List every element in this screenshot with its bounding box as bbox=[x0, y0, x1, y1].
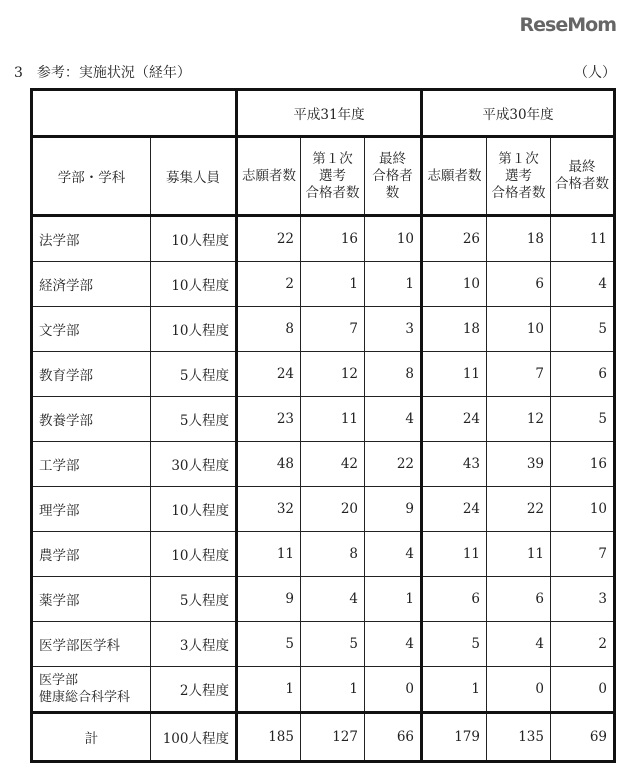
dept-cell: 理学部 bbox=[32, 487, 151, 532]
table-row bbox=[32, 622, 615, 667]
dept-cell: 教育学部 bbox=[32, 352, 151, 397]
value-cell: 69 bbox=[551, 713, 615, 762]
value-cell: 23 bbox=[237, 397, 301, 442]
col-header-first-pass: 第１次 選考 合格者数 bbox=[301, 137, 365, 216]
value-cell: 24 bbox=[422, 397, 487, 442]
value-cell: 9 bbox=[365, 487, 422, 532]
value-cell: 26 bbox=[422, 216, 487, 262]
value-cell: 9 bbox=[237, 577, 301, 622]
dept-cell: 医学部 健康総合科学科 bbox=[32, 667, 151, 713]
value-cell: 6 bbox=[551, 352, 615, 397]
col-header-applicants: 志願者数 bbox=[422, 137, 487, 216]
value-cell: 22 bbox=[365, 442, 422, 487]
value-cell: 11 bbox=[551, 216, 615, 262]
value-cell: 1 bbox=[237, 667, 301, 713]
value-cell: 4 bbox=[365, 532, 422, 577]
value-cell: 5 bbox=[551, 397, 615, 442]
quota-cell: 10人程度 bbox=[151, 262, 237, 307]
value-cell: 6 bbox=[422, 577, 487, 622]
value-cell: 11 bbox=[422, 532, 487, 577]
quota-cell: 10人程度 bbox=[151, 532, 237, 577]
value-cell: 10 bbox=[422, 262, 487, 307]
quota-cell: 2人程度 bbox=[151, 667, 237, 713]
quota-cell: 5人程度 bbox=[151, 397, 237, 442]
value-cell: 2 bbox=[237, 262, 301, 307]
value-cell: 48 bbox=[237, 442, 301, 487]
table-row bbox=[32, 487, 615, 532]
value-cell: 11 bbox=[487, 532, 551, 577]
value-cell: 5 bbox=[551, 307, 615, 352]
dept-cell: 文学部 bbox=[32, 307, 151, 352]
value-cell: 1 bbox=[365, 577, 422, 622]
value-cell: 43 bbox=[422, 442, 487, 487]
value-cell: 185 bbox=[237, 713, 301, 762]
value-cell: 32 bbox=[237, 487, 301, 532]
value-cell: 10 bbox=[487, 307, 551, 352]
value-cell: 10 bbox=[551, 487, 615, 532]
value-cell: 135 bbox=[487, 713, 551, 762]
col-header-final-pass: 最終 合格者 数 bbox=[365, 137, 422, 216]
value-cell: 66 bbox=[365, 713, 422, 762]
value-cell: 0 bbox=[551, 667, 615, 713]
value-cell: 5 bbox=[237, 622, 301, 667]
value-cell: 0 bbox=[487, 667, 551, 713]
dept-cell: 法学部 bbox=[32, 216, 151, 262]
quota-cell: 10人程度 bbox=[151, 307, 237, 352]
value-cell: 18 bbox=[487, 216, 551, 262]
value-cell: 1 bbox=[301, 262, 365, 307]
table-row bbox=[32, 667, 615, 713]
year-header-h30: 平成30年度 bbox=[422, 90, 615, 137]
value-cell: 4 bbox=[487, 622, 551, 667]
value-cell: 39 bbox=[487, 442, 551, 487]
value-cell: 1 bbox=[365, 262, 422, 307]
table-row bbox=[32, 216, 615, 262]
value-cell: 22 bbox=[237, 216, 301, 262]
quota-cell: 10人程度 bbox=[151, 216, 237, 262]
value-cell: 3 bbox=[551, 577, 615, 622]
value-cell: 11 bbox=[422, 352, 487, 397]
quota-cell: 5人程度 bbox=[151, 577, 237, 622]
dept-cell: 医学部医学科 bbox=[32, 622, 151, 667]
quota-cell: 10人程度 bbox=[151, 487, 237, 532]
value-cell: 24 bbox=[237, 352, 301, 397]
value-cell: 11 bbox=[301, 397, 365, 442]
dept-cell: 計 bbox=[32, 713, 151, 762]
table-row bbox=[32, 397, 615, 442]
value-cell: 1 bbox=[301, 667, 365, 713]
value-cell: 24 bbox=[422, 487, 487, 532]
dept-cell: 薬学部 bbox=[32, 577, 151, 622]
value-cell: 10 bbox=[365, 216, 422, 262]
table-row bbox=[32, 307, 615, 352]
value-cell: 8 bbox=[237, 307, 301, 352]
watermark-logo: ReseMom bbox=[519, 14, 616, 36]
dept-cell: 農学部 bbox=[32, 532, 151, 577]
value-cell: 3 bbox=[365, 307, 422, 352]
quota-cell: 100人程度 bbox=[151, 713, 237, 762]
table-row bbox=[32, 352, 615, 397]
value-cell: 0 bbox=[365, 667, 422, 713]
quota-cell: 30人程度 bbox=[151, 442, 237, 487]
table-row bbox=[32, 532, 615, 577]
value-cell: 5 bbox=[301, 622, 365, 667]
col-header-first-pass: 第１次 選考 合格者数 bbox=[487, 137, 551, 216]
value-cell: 12 bbox=[487, 397, 551, 442]
dept-cell: 教養学部 bbox=[32, 397, 151, 442]
value-cell: 16 bbox=[551, 442, 615, 487]
value-cell: 22 bbox=[487, 487, 551, 532]
value-cell: 12 bbox=[301, 352, 365, 397]
value-cell: 6 bbox=[487, 577, 551, 622]
section-heading: 3 参考：実施状況（経年） bbox=[14, 65, 191, 81]
table-row bbox=[32, 577, 615, 622]
value-cell: 20 bbox=[301, 487, 365, 532]
value-cell: 7 bbox=[551, 532, 615, 577]
table-row bbox=[32, 442, 615, 487]
value-cell: 8 bbox=[301, 532, 365, 577]
value-cell: 42 bbox=[301, 442, 365, 487]
unit-label: （人） bbox=[574, 65, 616, 81]
value-cell: 1 bbox=[422, 667, 487, 713]
value-cell: 7 bbox=[487, 352, 551, 397]
dept-cell: 経済学部 bbox=[32, 262, 151, 307]
quota-cell: 3人程度 bbox=[151, 622, 237, 667]
col-header-quota: 募集人員 bbox=[151, 137, 237, 216]
quota-cell: 5人程度 bbox=[151, 352, 237, 397]
year-header-h31: 平成31年度 bbox=[237, 90, 422, 137]
value-cell: 4 bbox=[301, 577, 365, 622]
empty-header-cell bbox=[32, 90, 237, 137]
table-row bbox=[32, 262, 615, 307]
admissions-table bbox=[30, 88, 616, 763]
value-cell: 2 bbox=[551, 622, 615, 667]
value-cell: 7 bbox=[301, 307, 365, 352]
value-cell: 127 bbox=[301, 713, 365, 762]
col-header-applicants: 志願者数 bbox=[237, 137, 301, 216]
value-cell: 18 bbox=[422, 307, 487, 352]
value-cell: 4 bbox=[365, 397, 422, 442]
value-cell: 5 bbox=[422, 622, 487, 667]
value-cell: 16 bbox=[301, 216, 365, 262]
value-cell: 6 bbox=[487, 262, 551, 307]
value-cell: 4 bbox=[551, 262, 615, 307]
value-cell: 179 bbox=[422, 713, 487, 762]
dept-cell: 工学部 bbox=[32, 442, 151, 487]
col-header-final-pass: 最終 合格者数 bbox=[551, 137, 615, 216]
value-cell: 8 bbox=[365, 352, 422, 397]
total-row bbox=[32, 713, 615, 762]
col-header-dept: 学部・学科 bbox=[32, 137, 151, 216]
value-cell: 4 bbox=[365, 622, 422, 667]
value-cell: 11 bbox=[237, 532, 301, 577]
